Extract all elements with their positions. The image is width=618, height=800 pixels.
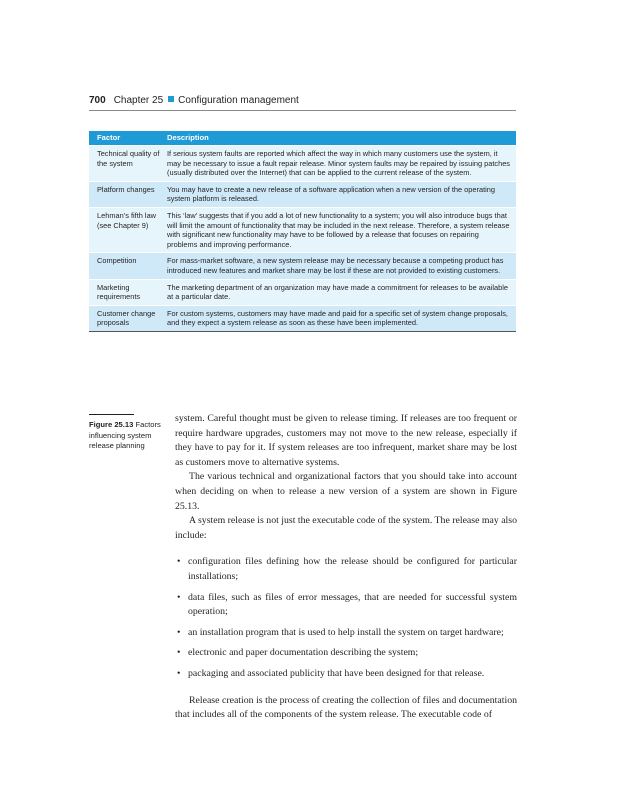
description-cell: You may have to create a new release of a software application when a new version of the operating system platform is released.	[167, 184, 495, 204]
page-number: 700	[89, 95, 106, 106]
header-factor: Factor	[97, 133, 121, 142]
factors-table	[89, 131, 516, 332]
figure-caption	[89, 420, 169, 452]
table-header-row	[89, 131, 516, 145]
chapter-label: Chapter 25	[113, 95, 164, 106]
list-item	[175, 591, 517, 620]
description-cell: For custom systems, customers may have made and paid for a specific set of system change proposals, and they expect a system release as soon as these have been implemented.	[167, 308, 508, 328]
list-item	[175, 646, 517, 661]
description-cell: For mass-market software, a new system release may be necessary because a competing product has introduced new features and market share may be lost if these are not provided to existing customers.	[167, 256, 504, 275]
factor-cell: Platform changes	[97, 184, 155, 194]
body-text	[175, 412, 517, 723]
table-row	[89, 279, 516, 305]
list-item	[175, 667, 517, 682]
table-bottom-rule	[89, 331, 516, 332]
factor-cell: Competition	[97, 256, 137, 266]
bullet-square-icon	[168, 96, 174, 102]
description-cell: If serious system faults are reported which affect the way in which many customers use the system, it may be necessary to issue a fault repair release. Minor system faults may be repaired by issuing patches (usually distributed over the Internet) that can be applied to the current release of the system.	[167, 149, 511, 178]
header-description: Description	[167, 133, 209, 142]
paragraph: Release creation is the process of creating the collection of files and documentation that includes all of the components of the system release. The executable code of	[175, 694, 517, 721]
paragraph: The various technical and organizational factors that you should take into account when deciding on when to release a new version of a system are shown in Figure 25.13.	[175, 471, 517, 512]
header-rule	[89, 110, 516, 111]
table-row	[89, 252, 516, 278]
factor-cell: Marketing requirements	[97, 282, 141, 302]
bullet-icon: •	[177, 626, 181, 638]
list-item-text: an installation program that is used to help install the system on target hardware;	[188, 626, 504, 638]
bullet-icon: •	[177, 667, 181, 679]
section-title: Configuration management	[178, 95, 299, 106]
list-item-text: electronic and paper documentation describing the system;	[188, 647, 419, 659]
list-item	[175, 555, 517, 584]
factor-cell: Customer change proposals	[97, 308, 156, 328]
description-cell: This ‘law’ suggests that if you add a lot of new functionality to a system; you will also introduce bugs that will limit the amount of functionality that may be included in the next release. Therefore, a system release with significant new functionality may have to be followed by a release that focuses on repairing problems and improving performance.	[167, 210, 510, 249]
release-contents-list	[175, 555, 517, 681]
bullet-icon: •	[177, 556, 181, 568]
list-item-text: packaging and associated publicity that have been designed for that release.	[188, 667, 485, 679]
factor-cell: Lehman’s fifth law (see Chapter 9)	[97, 210, 157, 230]
table-row	[89, 207, 516, 252]
table-row	[89, 305, 516, 331]
caption-rule	[89, 414, 134, 415]
figure-caption-text: Factors influencing system release planning	[89, 420, 161, 450]
bullet-icon: •	[177, 591, 181, 603]
paragraph: system. Careful thought must be given to release timing. If releases are too frequent or require hardware upgrades, customers may not move to the new release, especially if they have to pay for it. If system releases are too infrequent, market share may be lost as customers move to alternative systems.	[175, 413, 517, 468]
description-cell: The marketing department of an organization may have made a commitment for releases to be available at a particular date.	[167, 282, 508, 302]
list-item	[175, 626, 517, 641]
list-item-text: data files, such as files of error messages, that are needed for successful system operation;	[188, 591, 517, 618]
bullet-icon: •	[177, 647, 181, 659]
table-row	[89, 145, 516, 181]
factor-cell: Technical quality of the system	[97, 149, 160, 168]
figure-label: Figure 25.13	[89, 420, 134, 429]
table-row	[89, 181, 516, 207]
paragraph: A system release is not just the executable code of the system. The release may also include:	[175, 515, 517, 541]
list-item-text: configuration files defining how the release should be configured for particular installations;	[188, 556, 517, 582]
